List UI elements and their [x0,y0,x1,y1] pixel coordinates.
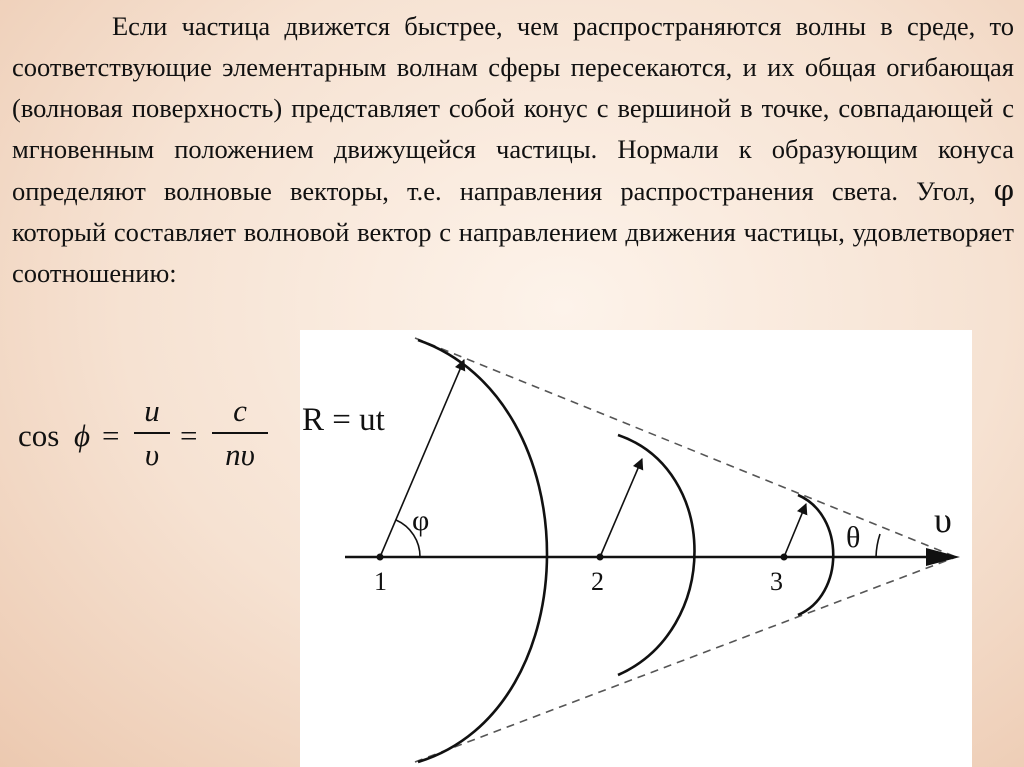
point-3-label: 3 [770,567,783,596]
fraction-2-bar [212,432,268,434]
diagram-canvas [300,330,972,767]
paragraph-text-after: который составляет волновой вектор с направлением движения частицы, удовлетворяет соотношению: [12,217,1014,288]
point-1-label: 1 [374,567,387,596]
fraction-u-over-v [134,392,170,474]
fraction-1-numerator: u [144,393,160,428]
cosine-formula [18,392,308,482]
formula-cos: cos [18,418,60,453]
cone-lower-generatrix [415,557,956,762]
radius-label: R = ut [302,402,385,438]
angle-theta-label: θ [846,521,861,554]
fraction-2-denominator: nυ [225,437,255,472]
angle-arc-theta [876,534,880,557]
wavefront-arc-3 [798,495,833,615]
formula-equals-2: = [180,418,198,453]
formula-phi: ϕ [74,418,91,453]
explanatory-paragraph [12,6,1014,294]
radius-vector-2 [600,459,642,557]
velocity-label: υ [934,500,952,540]
formula-equals-1: = [102,418,120,453]
cone-upper-generatrix [415,338,956,557]
fraction-1-denominator: υ [144,437,160,472]
fraction-c-over-nv [212,392,268,474]
wavefront-arc-1 [418,340,547,762]
point-2-label: 2 [591,567,604,596]
radius-vector-3 [784,504,806,557]
point-1-marker [377,554,384,561]
wavefront-arc-2 [618,435,695,675]
velocity-arrowhead [926,548,960,566]
point-2-marker [597,554,604,561]
paragraph-text-before: Если частица движется быстрее, чем распространяются волны в среде, то соответствующие элементарным волнам сферы пересекаются, и их общая огибающая (волновая поверхность) представляет собой конус с вершиной в точке, совпадающей с мгновенным положением движущейся частицы. Нормали к образующим конуса определяют волновые векторы, т.е. направления распространения света. Угол, [12,11,1014,206]
fraction-2-numerator: c [233,393,247,428]
phi-symbol-inline: φ [993,173,1015,207]
point-3-marker [781,554,788,561]
angle-phi-label: φ [412,504,430,537]
fraction-1-bar [134,432,170,434]
cherenkov-cone-diagram [300,330,972,767]
